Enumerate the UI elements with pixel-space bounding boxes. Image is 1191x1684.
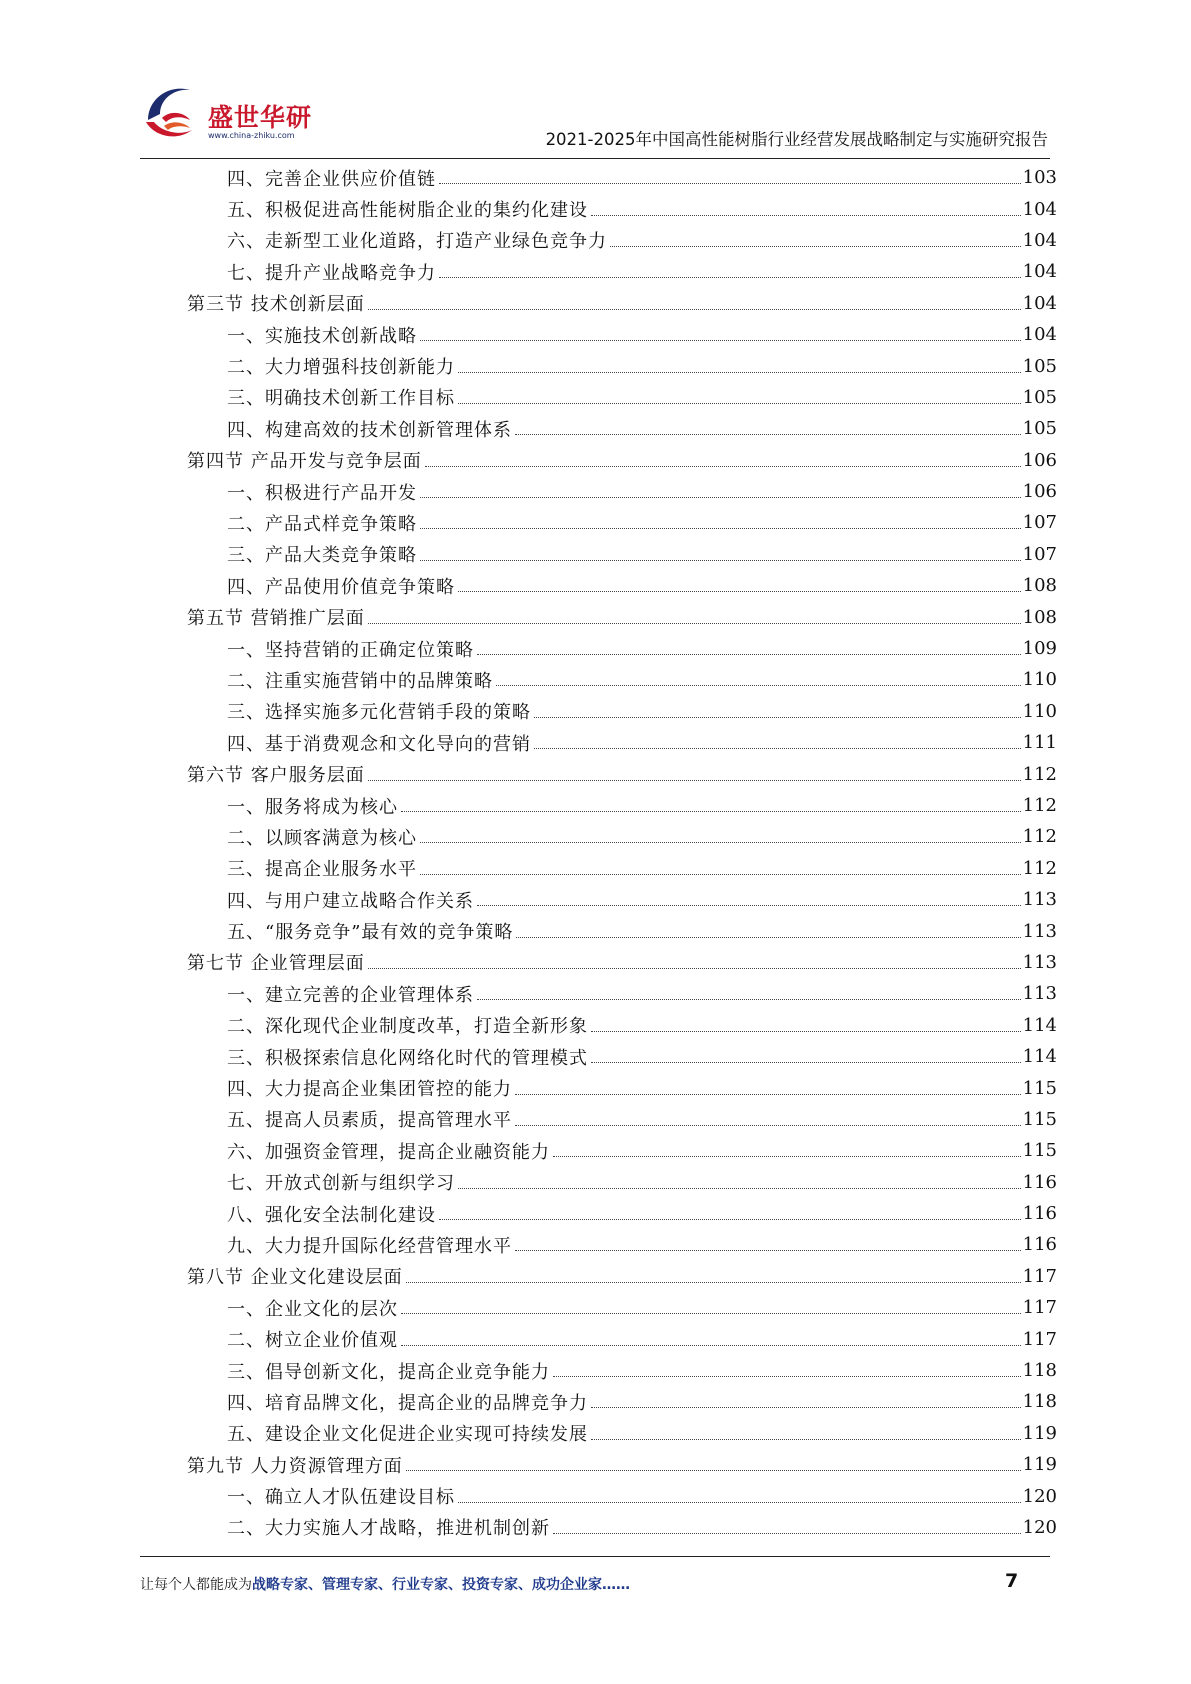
toc-dot-leader <box>515 1125 1021 1126</box>
toc-entry-page: 120 <box>1022 1485 1057 1507</box>
toc-dot-leader <box>477 654 1021 655</box>
toc-entry-page: 105 <box>1022 418 1057 440</box>
toc-entry-page: 116 <box>1022 1203 1057 1225</box>
toc-subsection-entry[interactable] <box>187 1292 1057 1323</box>
toc-entry-label: 第四节 产品开发与竞争层面 <box>187 451 422 473</box>
toc-subsection-entry[interactable] <box>187 507 1057 538</box>
toc-entry-label: 七、提升产业战略竞争力 <box>227 262 436 284</box>
toc-entry-page: 109 <box>1022 638 1057 660</box>
toc-dot-leader <box>553 1156 1021 1157</box>
toc-entry-page: 116 <box>1022 1234 1057 1256</box>
page-number: 7 <box>1005 1570 1019 1592</box>
toc-subsection-entry[interactable] <box>187 1512 1057 1543</box>
toc-subsection-entry[interactable] <box>187 193 1057 224</box>
toc-dot-leader <box>477 905 1021 906</box>
toc-entry-label: 二、树立企业价值观 <box>227 1330 398 1352</box>
toc-entry-label: 第九节 人力资源管理方面 <box>187 1455 403 1477</box>
toc-subsection-entry[interactable] <box>187 1229 1057 1260</box>
toc-dot-leader <box>420 497 1021 498</box>
toc-dot-leader <box>401 1345 1021 1346</box>
toc-section-entry[interactable] <box>187 758 1057 789</box>
toc-entry-label: 三、提高企业服务水平 <box>227 859 417 881</box>
company-logo <box>140 80 340 150</box>
toc-entry-page: 118 <box>1022 1360 1057 1382</box>
toc-entry-label: 四、与用户建立战略合作关系 <box>227 890 474 912</box>
toc-entry-label: 四、大力提高企业集团管控的能力 <box>227 1079 512 1101</box>
toc-subsection-entry[interactable] <box>187 790 1057 821</box>
toc-entry-page: 105 <box>1022 386 1057 408</box>
toc-entry-label: 一、确立人才队伍建设目标 <box>227 1487 455 1509</box>
toc-subsection-entry[interactable] <box>187 413 1057 444</box>
logo-swoosh-icon <box>140 80 204 144</box>
toc-entry-page: 110 <box>1022 669 1057 691</box>
toc-entry-page: 119 <box>1022 1422 1057 1444</box>
footer-slogan <box>140 1574 630 1594</box>
toc-entry-page: 112 <box>1022 795 1057 816</box>
toc-entry-label: 四、完善企业供应价值链 <box>227 168 436 190</box>
toc-dot-leader <box>458 591 1021 592</box>
toc-subsection-entry[interactable] <box>187 1386 1057 1417</box>
toc-dot-leader <box>515 1094 1021 1095</box>
toc-dot-leader <box>439 277 1021 278</box>
toc-dot-leader <box>515 1250 1021 1251</box>
toc-entry-page: 106 <box>1022 481 1057 503</box>
toc-dot-leader <box>591 1031 1021 1032</box>
toc-subsection-entry[interactable] <box>187 696 1057 727</box>
toc-dot-leader <box>406 1470 1021 1471</box>
toc-dot-leader <box>458 372 1021 373</box>
toc-subsection-entry[interactable] <box>187 256 1057 287</box>
toc-dot-leader <box>591 1407 1021 1408</box>
toc-dot-leader <box>610 246 1021 247</box>
toc-entry-label: 第三节 技术创新层面 <box>187 294 365 316</box>
toc-entry-page: 105 <box>1022 355 1057 377</box>
toc-entry-page: 104 <box>1022 324 1057 346</box>
toc-subsection-entry[interactable] <box>187 225 1057 256</box>
toc-dot-leader <box>534 717 1021 718</box>
toc-entry-label: 二、注重实施营销中的品牌策略 <box>227 670 493 692</box>
toc-dot-leader <box>553 1533 1021 1534</box>
toc-entry-label: 五、“服务竞争”最有效的竞争策略 <box>227 922 514 944</box>
toc-entry-label: 四、构建高效的技术创新管理体系 <box>227 419 512 441</box>
toc-entry-page: 111 <box>1022 732 1057 754</box>
toc-entry-label: 三、选择实施多元化营销手段的策略 <box>227 702 531 724</box>
toc-entry-page: 117 <box>1022 1328 1057 1350</box>
toc-entry-label: 一、服务将成为核心 <box>227 796 398 818</box>
toc-subsection-entry[interactable] <box>187 664 1057 695</box>
toc-subsection-entry[interactable] <box>187 1480 1057 1511</box>
toc-subsection-entry[interactable] <box>187 1010 1057 1041</box>
toc-entry-page: 117 <box>1022 1265 1057 1287</box>
toc-dot-leader <box>368 780 1021 781</box>
toc-entry-label: 第五节 营销推广层面 <box>187 608 365 630</box>
toc-entry-page: 114 <box>1022 1014 1057 1036</box>
toc-entry-label: 三、倡导创新文化，提高企业竞争能力 <box>227 1361 550 1383</box>
toc-entry-page: 114 <box>1022 1046 1057 1068</box>
toc-entry-label: 八、强化安全法制化建设 <box>227 1204 436 1226</box>
toc-dot-leader <box>420 340 1021 341</box>
toc-subsection-entry[interactable] <box>187 978 1057 1009</box>
toc-dot-leader <box>591 215 1021 216</box>
toc-entry-label: 一、企业文化的层次 <box>227 1298 398 1320</box>
toc-dot-leader <box>420 528 1021 529</box>
toc-entry-page: 103 <box>1022 167 1057 189</box>
toc-dot-leader <box>439 1219 1021 1220</box>
toc-entry-label: 六、走新型工业化道路，打造产业绿色竞争力 <box>227 231 607 253</box>
toc-entry-label: 一、建立完善的企业管理体系 <box>227 984 474 1006</box>
toc-subsection-entry[interactable] <box>187 1072 1057 1103</box>
toc-dot-leader <box>439 183 1021 184</box>
footer-divider <box>140 1556 1050 1557</box>
toc-dot-leader <box>591 1062 1021 1063</box>
toc-dot-leader <box>496 685 1021 686</box>
toc-dot-leader <box>591 1439 1021 1440</box>
toc-dot-leader <box>458 403 1021 404</box>
toc-dot-leader <box>534 748 1021 749</box>
footer-slogan-prefix: 让每个人都能成为 <box>140 1577 252 1593</box>
toc-entry-page: 115 <box>1022 1077 1057 1099</box>
toc-subsection-entry[interactable] <box>187 915 1057 946</box>
toc-entry-label: 五、建设企业文化促进企业实现可持续发展 <box>227 1424 588 1446</box>
toc-subsection-entry[interactable] <box>187 319 1057 350</box>
toc-section-entry[interactable] <box>187 947 1057 978</box>
toc-dot-leader <box>516 937 1020 938</box>
toc-subsection-entry[interactable] <box>187 1323 1057 1354</box>
toc-subsection-entry[interactable] <box>187 633 1057 664</box>
toc-subsection-entry[interactable] <box>187 727 1057 758</box>
toc-entry-label: 五、提高人员素质，提高管理水平 <box>227 1110 512 1132</box>
toc-entry-page: 115 <box>1022 1140 1057 1162</box>
toc-entry-page: 113 <box>1022 951 1057 973</box>
toc-subsection-entry[interactable] <box>187 539 1057 570</box>
toc-subsection-entry[interactable] <box>187 1198 1057 1229</box>
toc-subsection-entry[interactable] <box>187 853 1057 884</box>
toc-dot-leader <box>420 842 1021 843</box>
toc-entry-label: 七、开放式创新与组织学习 <box>227 1173 455 1195</box>
toc-dot-leader <box>368 968 1021 969</box>
toc-dot-leader <box>515 434 1021 435</box>
toc-subsection-entry[interactable] <box>187 1104 1057 1135</box>
toc-entry-label: 四、产品使用价值竞争策略 <box>227 576 455 598</box>
toc-subsection-entry[interactable] <box>187 476 1057 507</box>
toc-dot-leader <box>368 309 1021 310</box>
toc-entry-page: 113 <box>1022 889 1057 911</box>
toc-subsection-entry[interactable] <box>187 162 1057 193</box>
toc-subsection-entry[interactable] <box>187 382 1057 413</box>
toc-entry-label: 一、积极进行产品开发 <box>227 482 417 504</box>
toc-entry-label: 四、培育品牌文化，提高企业的品牌竞争力 <box>227 1392 588 1414</box>
toc-entry-page: 110 <box>1022 700 1057 722</box>
toc-entry-label: 二、大力增强科技创新能力 <box>227 357 455 379</box>
toc-entry-page: 113 <box>1022 920 1057 942</box>
toc-section-entry[interactable] <box>187 1449 1057 1480</box>
toc-entry-label: 九、大力提升国际化经营管理水平 <box>227 1235 512 1257</box>
toc-entry-label: 第七节 企业管理层面 <box>187 953 365 975</box>
toc-subsection-entry[interactable] <box>187 1418 1057 1449</box>
toc-entry-page: 108 <box>1022 575 1057 597</box>
toc-entry-page: 112 <box>1022 857 1057 879</box>
toc-subsection-entry[interactable] <box>187 350 1057 381</box>
toc-entry-page: 120 <box>1022 1516 1057 1538</box>
toc-subsection-entry[interactable] <box>187 1135 1057 1166</box>
toc-entry-label: 一、坚持营销的正确定位策略 <box>227 639 474 661</box>
toc-section-entry[interactable] <box>187 1261 1057 1292</box>
toc-entry-label: 三、产品大类竞争策略 <box>227 545 417 567</box>
table-of-contents <box>187 162 1057 1543</box>
toc-entry-page: 104 <box>1022 261 1057 283</box>
toc-entry-page: 106 <box>1022 449 1057 471</box>
toc-entry-page: 104 <box>1022 229 1057 251</box>
toc-entry-label: 三、明确技术创新工作目标 <box>227 388 455 410</box>
report-title: 2021-2025年中国高性能树脂行业经营发展战略制定与实施研究报告 <box>545 130 1048 149</box>
logo-name: 盛世华研 <box>208 103 313 132</box>
toc-entry-label: 第八节 企业文化建设层面 <box>187 1267 403 1289</box>
toc-dot-leader <box>458 1188 1021 1189</box>
toc-entry-page: 113 <box>1022 983 1057 1005</box>
page-header <box>140 80 1050 160</box>
toc-dot-leader <box>420 560 1021 561</box>
toc-dot-leader <box>553 1376 1021 1377</box>
toc-entry-label: 一、实施技术创新战略 <box>227 325 417 347</box>
toc-entry-page: 104 <box>1022 198 1057 220</box>
toc-dot-leader <box>401 1313 1021 1314</box>
toc-entry-page: 107 <box>1022 512 1057 534</box>
toc-entry-label: 四、基于消费观念和文化导向的营销 <box>227 733 531 755</box>
toc-dot-leader <box>425 466 1021 467</box>
toc-entry-page: 112 <box>1022 826 1057 848</box>
footer-slogan-roles: 战略专家、管理专家、行业专家、投资专家、成功企业家…… <box>252 1577 630 1593</box>
toc-entry-page: 117 <box>1022 1297 1057 1319</box>
toc-entry-label: 二、以顾客满意为核心 <box>227 827 417 849</box>
toc-section-entry[interactable] <box>187 445 1057 476</box>
toc-dot-leader <box>368 623 1021 624</box>
toc-entry-label: 二、大力实施人才战略，推进机制创新 <box>227 1518 550 1540</box>
toc-entry-label: 二、深化现代企业制度改革，打造全新形象 <box>227 1016 588 1038</box>
header-divider <box>140 158 1050 159</box>
toc-entry-page: 115 <box>1022 1108 1057 1130</box>
toc-section-entry[interactable] <box>187 601 1057 632</box>
toc-subsection-entry[interactable] <box>187 884 1057 915</box>
toc-subsection-entry[interactable] <box>187 821 1057 852</box>
toc-entry-label: 二、产品式样竞争策略 <box>227 513 417 535</box>
toc-section-entry[interactable] <box>187 288 1057 319</box>
toc-entry-page: 119 <box>1022 1454 1057 1476</box>
toc-entry-label: 第六节 客户服务层面 <box>187 765 365 787</box>
toc-dot-leader <box>406 1282 1021 1283</box>
toc-entry-page: 116 <box>1022 1171 1057 1193</box>
toc-dot-leader <box>401 811 1021 812</box>
toc-dot-leader <box>420 874 1021 875</box>
toc-subsection-entry[interactable] <box>187 570 1057 601</box>
toc-entry-label: 三、积极探索信息化网络化时代的管理模式 <box>227 1047 588 1069</box>
toc-entry-page: 118 <box>1022 1391 1057 1413</box>
toc-entry-page: 104 <box>1022 292 1057 314</box>
toc-entry-page: 107 <box>1022 543 1057 565</box>
toc-entry-label: 六、加强资金管理，提高企业融资能力 <box>227 1141 550 1163</box>
toc-dot-leader <box>477 999 1021 1000</box>
toc-entry-page: 112 <box>1022 763 1057 785</box>
logo-url: www.china-zhiku.com <box>208 131 295 140</box>
toc-subsection-entry[interactable] <box>187 1041 1057 1072</box>
toc-entry-page: 108 <box>1022 606 1057 628</box>
toc-subsection-entry[interactable] <box>187 1167 1057 1198</box>
toc-entry-label: 五、积极促进高性能树脂企业的集约化建设 <box>227 200 588 222</box>
toc-subsection-entry[interactable] <box>187 1355 1057 1386</box>
toc-dot-leader <box>458 1502 1021 1503</box>
